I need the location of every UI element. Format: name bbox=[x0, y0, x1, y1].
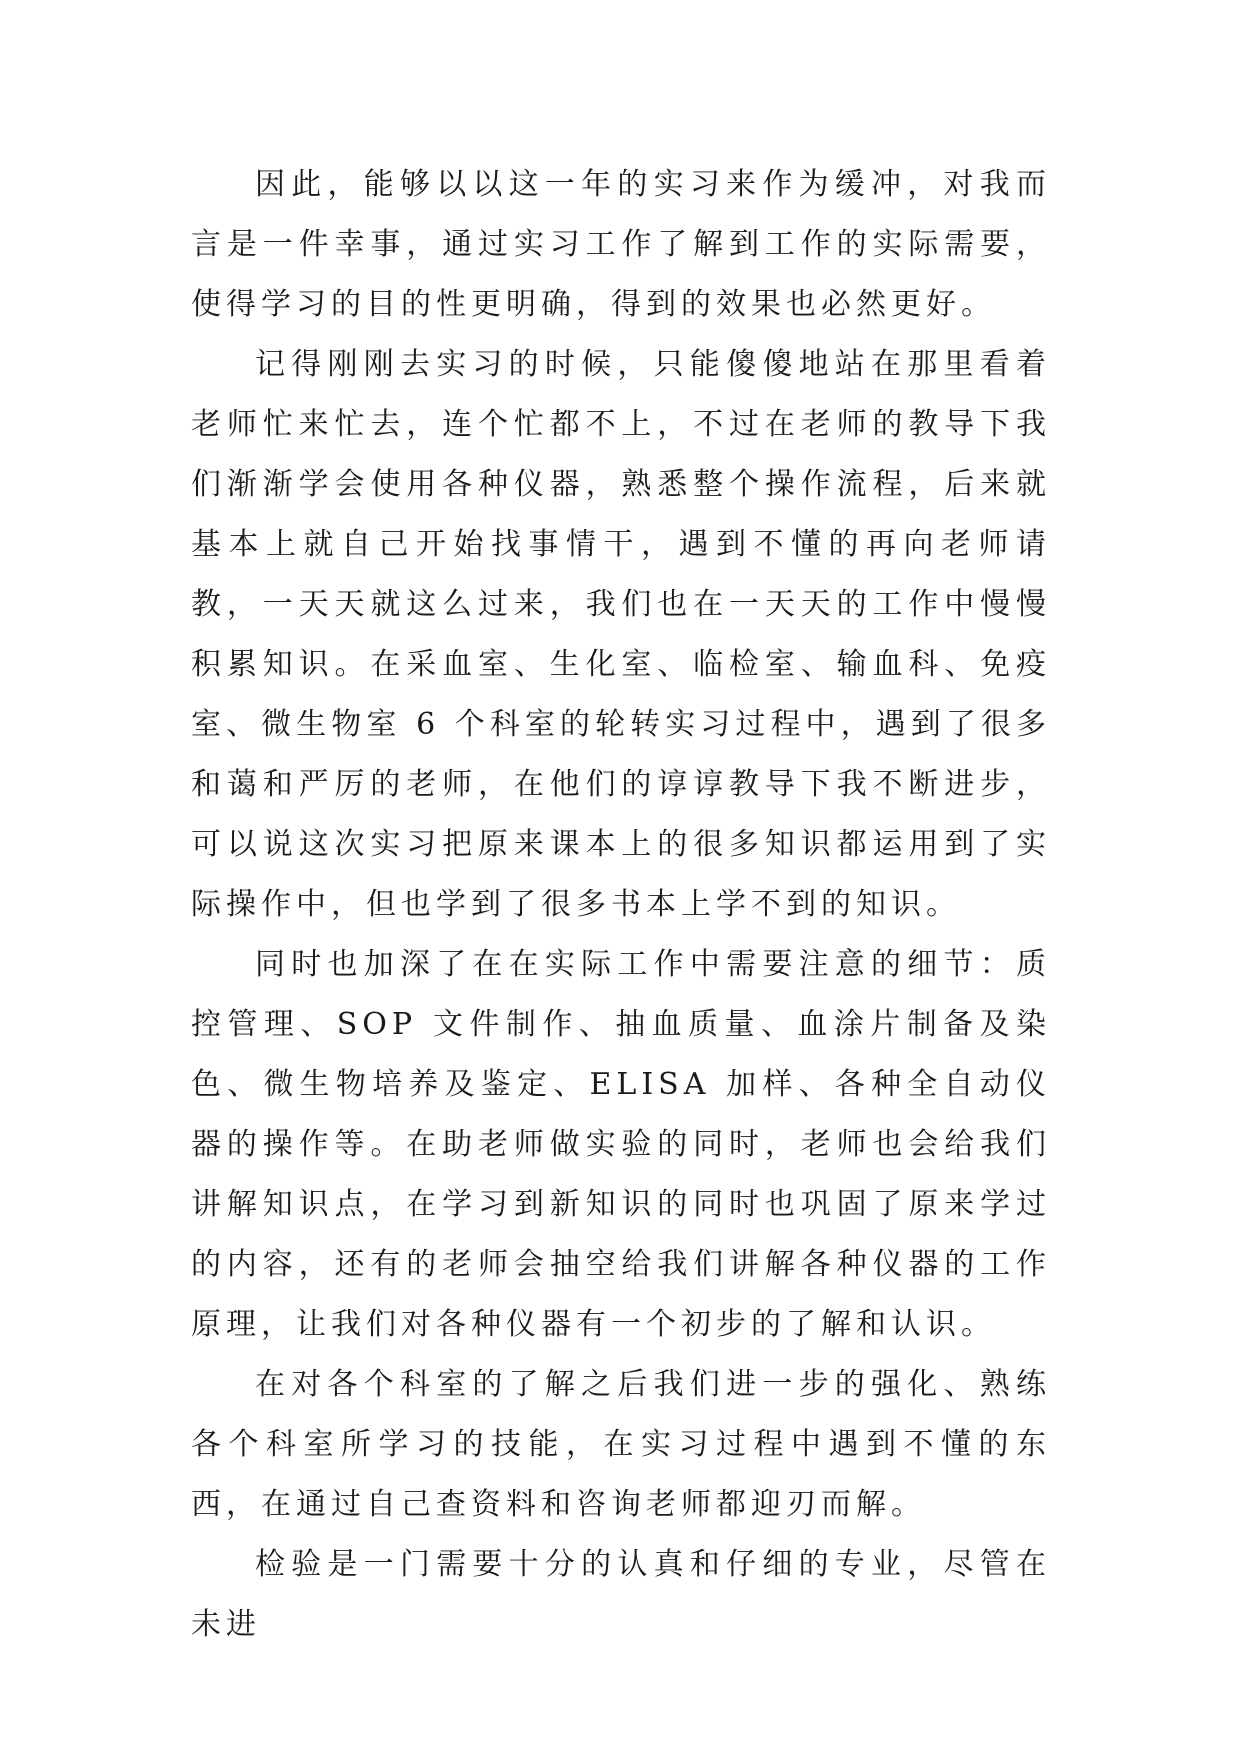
paragraph-inspection-profession: 检验是一门需要十分的认真和仔细的专业，尽管在未进 bbox=[191, 1547, 1051, 1642]
document-body bbox=[191, 155, 1051, 1655]
paragraph-skill-strengthening: 在对各个科室的了解之后我们进一步的强化、熟练各个科室所学习的技能，在实习过程中遇到不懂的东西，在通过自己查资料和咨询老师都迎刃而解。 bbox=[191, 1367, 1051, 1522]
paragraph-work-details: 同时也加深了在在实际工作中需要注意的细节：质控管理、SOP 文件制作、抽血质量、血涂片制备及染色、微生物培养及鉴定、ELISA 加样、各种全自动仪器的操作等。在助老师做实验的同时，老师也会给我们讲解知识点，在学习到新知识的同时也巩固了原来学过的内容，还有的老师会抽空给我们讲解各种仪器的工作原理，让我们对各种仪器有一个初步的了解和认识。 bbox=[191, 947, 1051, 1342]
paragraph-internship-start: 记得刚刚去实习的时候，只能傻傻地站在那里看着老师忙来忙去，连个忙都不上，不过在老师的教导下我们渐渐学会使用各种仪器，熟悉整个操作流程，后来就基本上就自己开始找事情干，遇到不懂的再向老师请教，一天天就这么过来，我们也在一天天的工作中慢慢积累知识。在采血室、生化室、临检室、输血科、免疫室、微生物室 6 个科室的轮转实习过程中，遇到了很多和蔼和严厉的老师，在他们的谆谆教导下我不断进步，可以说这次实习把原来课本上的很多知识都运用到了实际操作中，但也学到了很多书本上学不到的知识。 bbox=[191, 347, 1051, 922]
paragraph-buffer-year: 因此，能够以以这一年的实习来作为缓冲，对我而言是一件幸事，通过实习工作了解到工作的实际需要，使得学习的目的性更明确，得到的效果也必然更好。 bbox=[191, 167, 1051, 322]
